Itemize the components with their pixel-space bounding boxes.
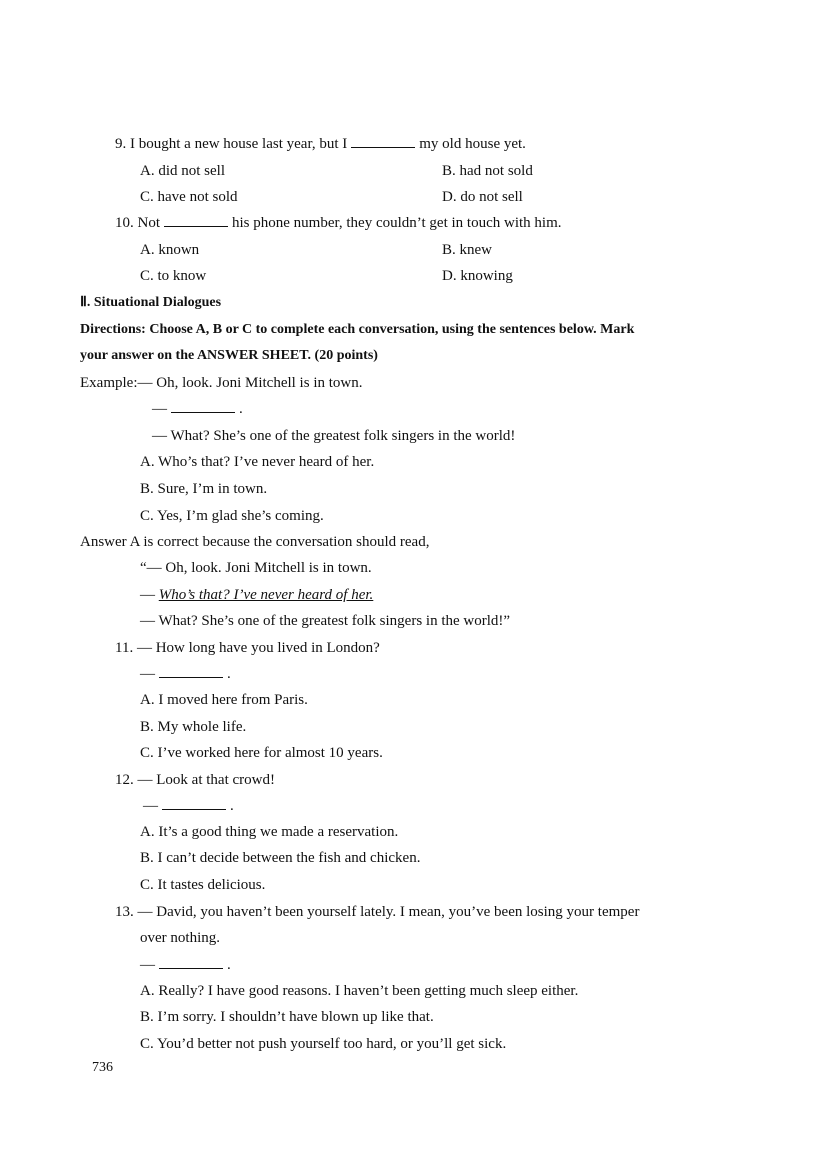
stem-text: his phone number, they couldn’t get in touch with him.	[232, 215, 562, 231]
option-b: B. had not sold	[442, 163, 533, 179]
option-c: C. It tastes delicious.	[140, 877, 266, 893]
option-c: C. I’ve worked here for almost 10 years.	[140, 745, 383, 761]
option-c: C. You’d better not push yourself too hard, or you’ll get sick.	[140, 1036, 507, 1052]
dash: —	[152, 401, 167, 417]
option-c: C. to know	[140, 268, 207, 284]
example-prompt: Example:— Oh, look. Joni Mitchell is in town.	[80, 375, 363, 391]
question-13-stem-line-2: over nothing.	[140, 930, 220, 946]
directions-line-2: your answer on the ANSWER SHEET. (20 points)	[80, 348, 378, 363]
option-a: A. Who’s that? I’ve never heard of her.	[140, 454, 375, 470]
option-a: A. known	[140, 242, 200, 258]
conversation-line-3: — What? She’s one of the greatest folk singers in the world!”	[140, 613, 511, 629]
page-number: 736	[92, 1060, 113, 1075]
conversation-line-2	[140, 585, 373, 605]
question-13-stem-line-1: 13. — David, you haven’t been yourself lately. I mean, you’ve been losing your temper	[115, 904, 640, 920]
answer-blank	[159, 955, 223, 969]
correct-answer: Who’s that? I’ve never heard of her.	[158, 587, 374, 603]
dash: —	[140, 587, 155, 603]
question-11-stem: 11. — How long have you lived in London?	[115, 640, 380, 656]
question-9-stem	[115, 134, 526, 154]
option-b: B. knew	[442, 242, 492, 258]
stem-text: Not	[137, 215, 160, 231]
section-heading: Ⅱ. Situational Dialogues	[80, 295, 222, 310]
dash: —	[143, 798, 158, 814]
answer-blank	[171, 399, 235, 413]
option-b: B. My whole life.	[140, 719, 247, 735]
option-d: D. knowing	[442, 268, 513, 284]
directions-line-1: Directions: Choose A, B or C to complete each conversation, using the sentences below. Mark	[80, 322, 635, 337]
question-13-blank-line: — .	[140, 957, 231, 973]
example-reply: — What? She’s one of the greatest folk singers in the world!	[152, 428, 516, 444]
example-blank-line: — .	[152, 401, 243, 417]
answer-blank	[351, 134, 415, 148]
option-c: C. Yes, I’m glad she’s coming.	[140, 508, 324, 524]
answer-blank	[162, 796, 226, 810]
question-12-blank-line: — .	[143, 798, 234, 814]
conversation-line-1: “— Oh, look. Joni Mitchell is in town.	[140, 560, 372, 576]
question-11-blank-line: — .	[140, 666, 231, 682]
option-b: B. Sure, I’m in town.	[140, 481, 268, 497]
option-d: D. do not sell	[442, 189, 523, 205]
answer-intro: Answer A is correct because the conversation should read,	[80, 534, 430, 550]
option-b: B. I can’t decide between the fish and chicken.	[140, 850, 421, 866]
stem-text: my old house yet.	[419, 136, 526, 152]
option-c: C. have not sold	[140, 189, 238, 205]
option-b: B. I’m sorry. I shouldn’t have blown up like that.	[140, 1009, 434, 1025]
question-number: 10.	[115, 215, 134, 231]
option-a: A. Really? I have good reasons. I haven’t been getting much sleep either.	[140, 983, 579, 999]
dash: —	[140, 666, 155, 682]
option-a: A. It’s a good thing we made a reservation.	[140, 824, 399, 840]
dash: —	[140, 957, 155, 973]
answer-blank	[164, 213, 228, 227]
question-12-stem: 12. — Look at that crowd!	[115, 772, 275, 788]
question-10-stem	[115, 213, 562, 233]
question-number: 9.	[115, 136, 127, 152]
option-a: A. I moved here from Paris.	[140, 692, 308, 708]
answer-blank	[159, 664, 223, 678]
stem-text: I bought a new house last year, but I	[130, 136, 348, 152]
option-a: A. did not sell	[140, 163, 225, 179]
